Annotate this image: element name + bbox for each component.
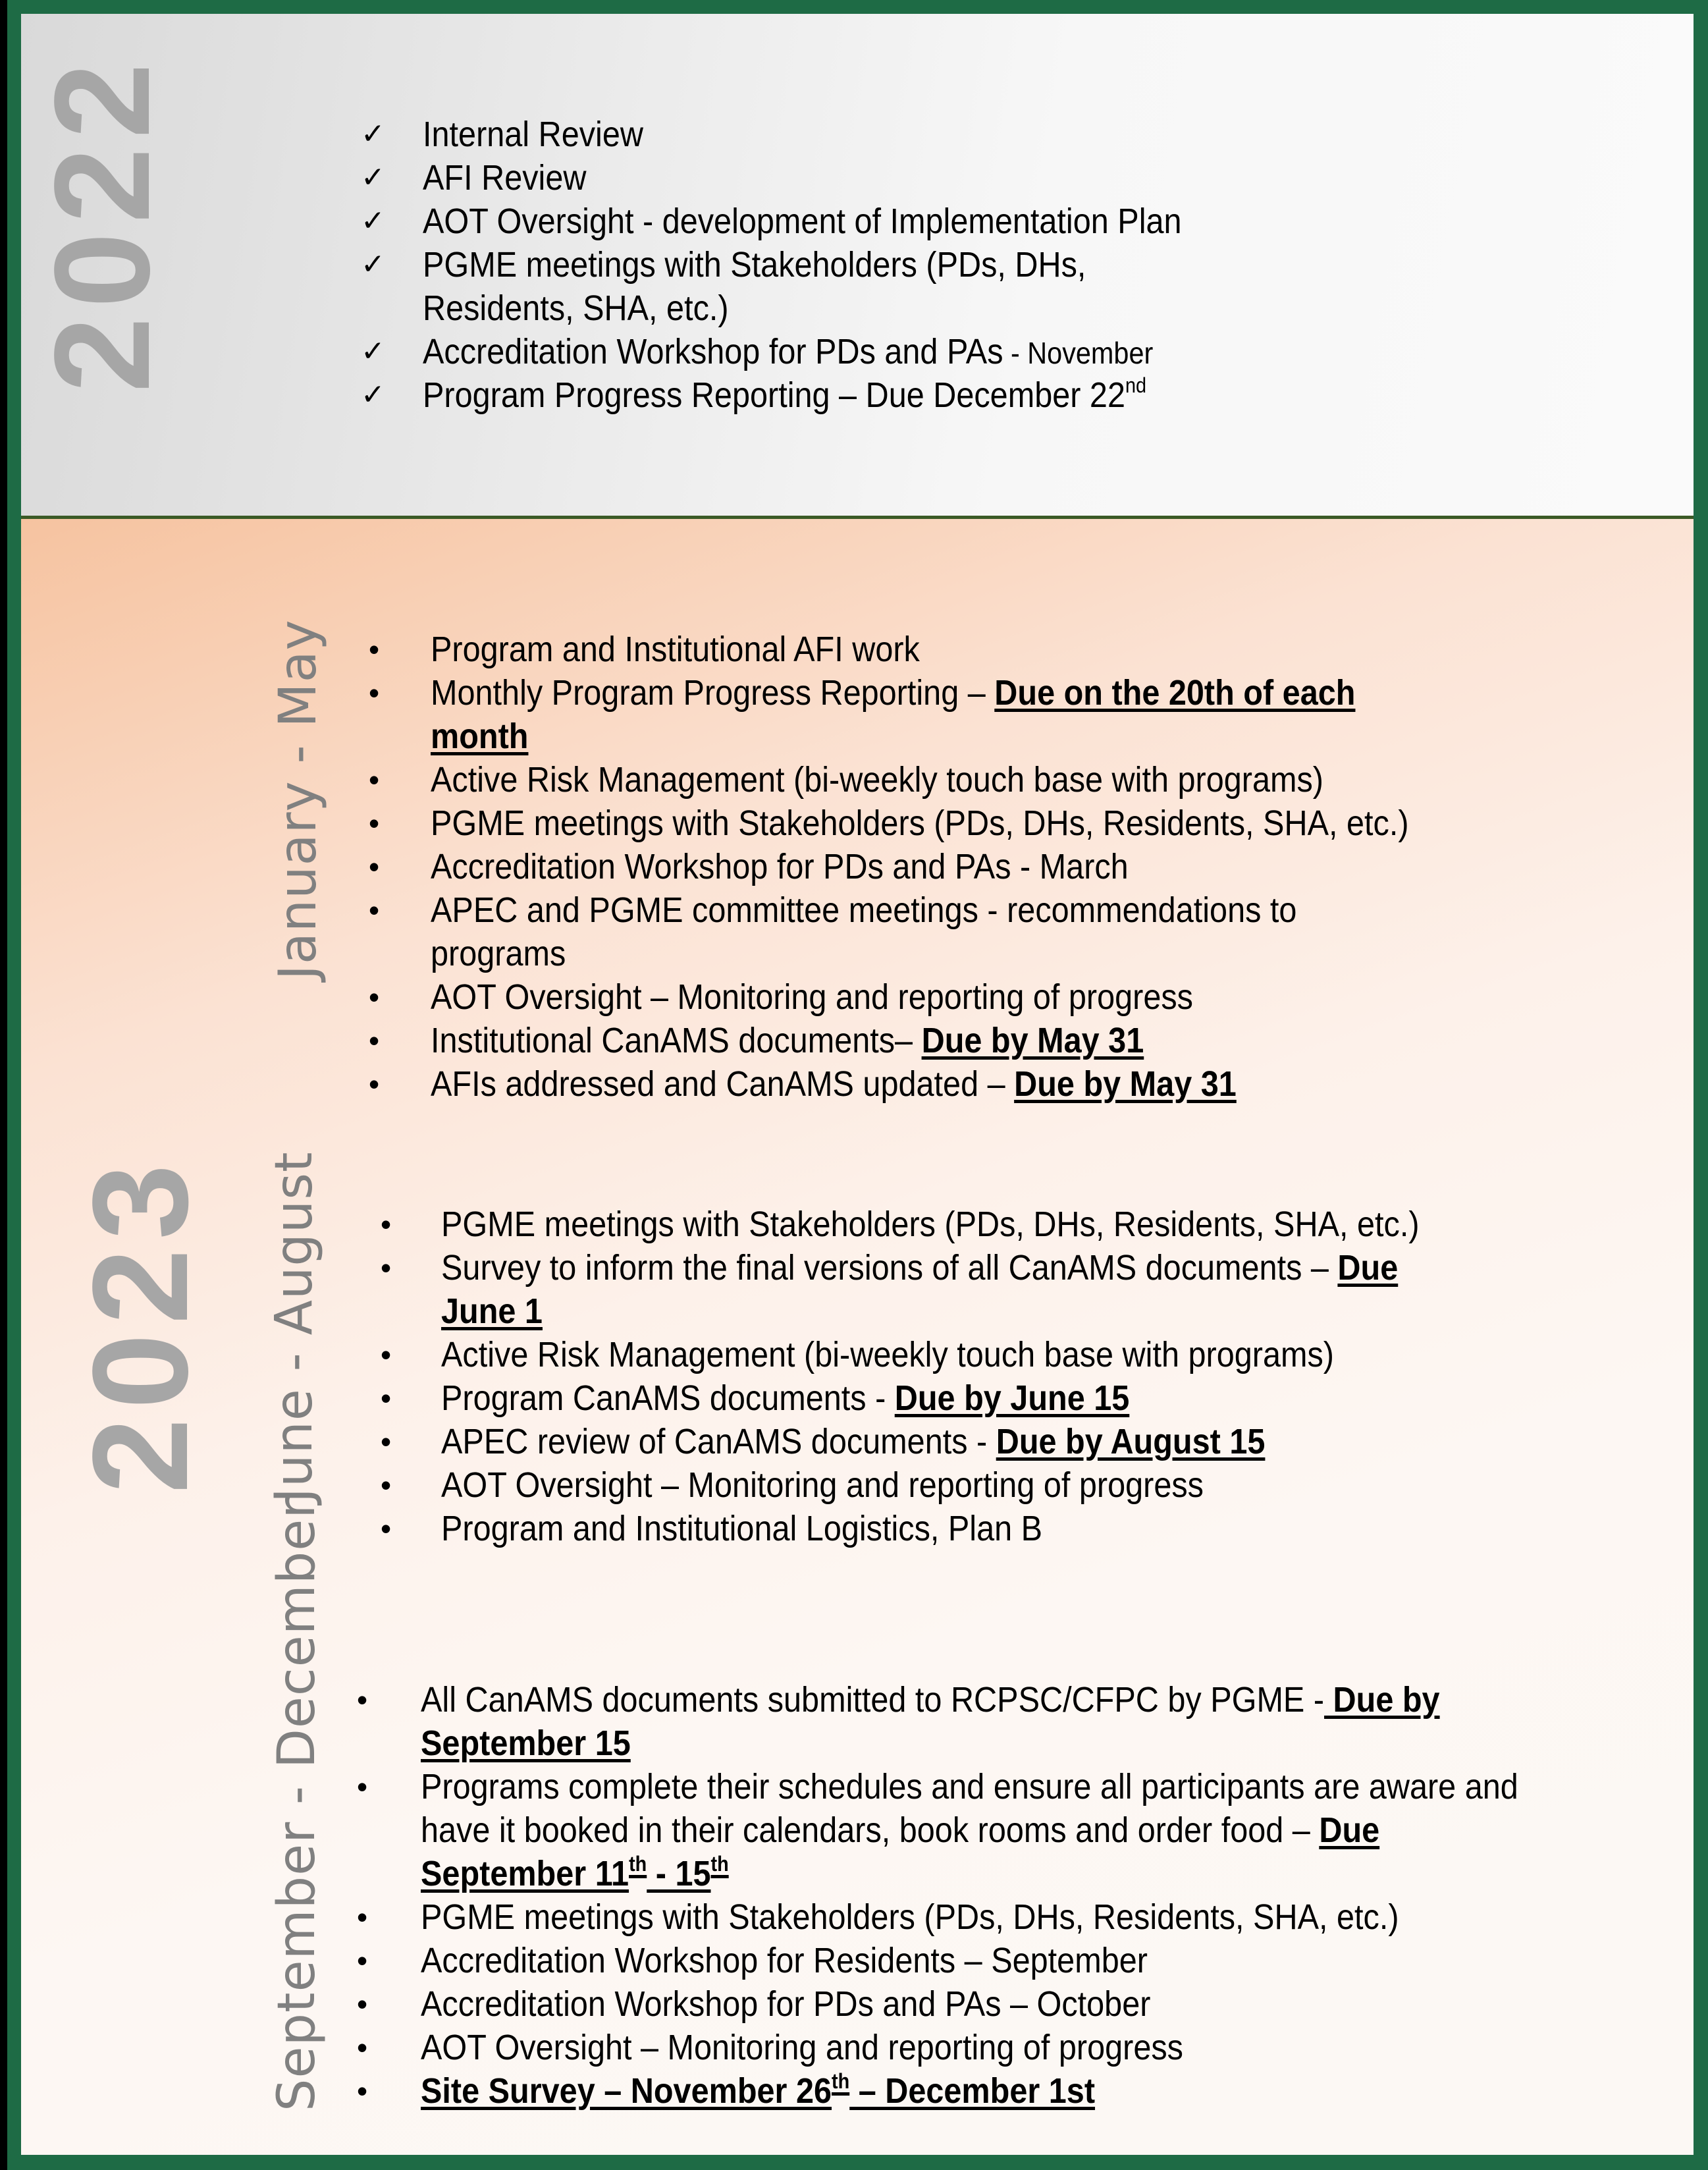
- text-segment: - November: [1003, 336, 1154, 370]
- checkmark-icon: ✓: [361, 117, 385, 151]
- bullet-icon: •: [369, 763, 380, 797]
- list-item-text: [441, 1246, 1398, 1289]
- due-date-emphasis: th: [832, 2069, 850, 2093]
- list-item-text: [421, 1722, 631, 1765]
- text-segment: Program Progress Reporting – Due December 22: [423, 375, 1126, 415]
- text-segment: AFIs addressed and CanAMS updated –: [431, 1064, 1015, 1104]
- list-item-text: [421, 1939, 1148, 1982]
- list-item-text: [441, 1463, 1204, 1507]
- due-date-emphasis: – December 1st: [849, 2071, 1096, 2111]
- list-item-text: [421, 1852, 729, 1895]
- list-item-text: [423, 243, 1086, 286]
- due-date-emphasis: September 15: [421, 1723, 631, 1763]
- text-segment: Residents, SHA, etc.): [423, 288, 729, 328]
- list-item-text: [431, 845, 1129, 888]
- list-item-text: [421, 1895, 1399, 1939]
- text-segment: Programs complete their schedules and ensure all participants are aware and: [421, 1767, 1518, 1806]
- due-date-emphasis: Due by June 15: [894, 1378, 1130, 1418]
- text-segment: nd: [1125, 373, 1147, 397]
- period-label-january-may: January - May: [269, 619, 328, 980]
- list-item-text: [423, 113, 643, 156]
- checkmark-icon: ✓: [361, 161, 385, 194]
- list-item-text: [431, 801, 1409, 845]
- year-label-2023: 2023: [65, 1154, 216, 1494]
- list-item-text: [441, 1507, 1042, 1550]
- section-2022: [21, 14, 1694, 516]
- bullet-icon: •: [369, 1023, 380, 1058]
- bullet-icon: •: [357, 1987, 368, 2021]
- list-item-text: [441, 1203, 1420, 1246]
- list-item-text: [423, 156, 586, 200]
- checkmark-icon: ✓: [361, 335, 385, 368]
- bullet-icon: •: [357, 1900, 368, 1934]
- list-item-text: [431, 671, 1355, 715]
- due-date-emphasis: Due by May 31: [921, 1021, 1144, 1060]
- checkmark-icon: ✓: [361, 378, 385, 412]
- bullet-icon: •: [369, 850, 380, 884]
- text-segment: PGME meetings with Stakeholders (PDs, DHs,: [423, 245, 1086, 285]
- text-segment: programs: [431, 934, 566, 973]
- text-segment: have it booked in their calendars, book rooms and order food –: [421, 1810, 1320, 1850]
- bullet-icon: •: [369, 806, 380, 840]
- text-segment: AOT Oversight – Monitoring and reporting of progress: [431, 977, 1193, 1017]
- text-segment: PGME meetings with Stakeholders (PDs, DHs, Residents, SHA, etc.): [421, 1897, 1399, 1937]
- bullet-icon: •: [369, 676, 380, 710]
- year-label-2022: 2022: [26, 53, 178, 393]
- due-date-emphasis: June 1: [441, 1291, 543, 1331]
- left-edge-strip: [0, 0, 7, 2170]
- due-date-emphasis: - 15: [647, 1854, 711, 1893]
- list-item-text: [431, 932, 566, 975]
- bullet-icon: •: [381, 1251, 392, 1285]
- text-segment: Accreditation Workshop for PDs and PAs: [423, 332, 1003, 371]
- text-segment: AOT Oversight - development of Implementation Plan: [423, 202, 1182, 241]
- list-item-text: [423, 200, 1182, 243]
- list-item-text: [421, 1678, 1440, 1722]
- due-date-emphasis: month: [431, 717, 529, 756]
- list-item-text: [431, 975, 1193, 1019]
- list-item-text: [431, 888, 1296, 932]
- period-label-september-december: September - December: [267, 1496, 327, 2111]
- text-segment: Program and Institutional Logistics, Plan B: [441, 1509, 1043, 1548]
- list-item-text: [431, 715, 528, 758]
- due-date-emphasis: th: [629, 1852, 647, 1876]
- bullet-icon: •: [369, 632, 380, 666]
- list-item-text: [421, 2069, 1095, 2113]
- bullet-icon: •: [369, 893, 380, 927]
- bullet-icon: •: [381, 1511, 392, 1546]
- text-segment: APEC and PGME committee meetings - recommendations to: [431, 890, 1297, 930]
- list-item-text: [421, 2026, 1183, 2069]
- text-segment: All CanAMS documents submitted to RCPSC/CFPC by PGME -: [421, 1680, 1325, 1720]
- bullet-icon: •: [357, 1683, 368, 1717]
- bullet-icon: •: [357, 2074, 368, 2108]
- text-segment: Active Risk Management (bi-weekly touch base with programs): [441, 1335, 1334, 1374]
- text-segment: AOT Oversight – Monitoring and reporting of progress: [441, 1465, 1204, 1505]
- timeline-frame: [21, 14, 1694, 2155]
- due-date-emphasis: Due: [1337, 1248, 1399, 1288]
- text-segment: AOT Oversight – Monitoring and reporting of progress: [421, 2028, 1183, 2067]
- list-item-text: [421, 1808, 1379, 1852]
- list-item-text: [431, 628, 920, 671]
- bullet-icon: •: [357, 2030, 368, 2065]
- text-segment: Accreditation Workshop for PDs and PAs - March: [431, 847, 1129, 886]
- text-segment: Accreditation Workshop for Residents – September: [421, 1941, 1148, 1980]
- due-date-emphasis: Due by: [1324, 1680, 1440, 1720]
- text-segment: Program and Institutional AFI work: [431, 630, 920, 669]
- text-segment: PGME meetings with Stakeholders (PDs, DHs, Residents, SHA, etc.): [441, 1205, 1420, 1244]
- list-item-text: [441, 1420, 1265, 1463]
- list-item-text: [421, 1765, 1518, 1808]
- list-item-text: [431, 1019, 1144, 1062]
- text-segment: Active Risk Management (bi-weekly touch base with programs): [431, 760, 1323, 800]
- bullet-icon: •: [381, 1424, 392, 1459]
- text-segment: Internal Review: [423, 115, 643, 154]
- due-date-emphasis: Due: [1319, 1810, 1380, 1850]
- list-item-text: [423, 373, 1146, 417]
- text-segment: Program CanAMS documents -: [441, 1378, 895, 1418]
- due-date-emphasis: September 11: [421, 1854, 629, 1893]
- list-item-text: [423, 330, 1153, 375]
- checkmark-icon: ✓: [361, 248, 385, 281]
- text-segment: Accreditation Workshop for PDs and PAs – October: [421, 1984, 1151, 2024]
- list-item-text: [441, 1289, 543, 1333]
- list-item-text: [441, 1333, 1334, 1376]
- bullet-icon: •: [381, 1207, 392, 1241]
- list-item-text: [423, 286, 729, 330]
- due-date-emphasis: Due by August 15: [996, 1422, 1266, 1461]
- period-label-june-august: June - August: [265, 1151, 324, 1503]
- text-segment: AFI Review: [423, 158, 587, 198]
- bullet-icon: •: [357, 1943, 368, 1978]
- bullet-icon: •: [357, 1770, 368, 1804]
- text-segment: Institutional CanAMS documents–: [431, 1021, 922, 1060]
- checkmark-icon: ✓: [361, 204, 385, 238]
- bullet-icon: •: [381, 1338, 392, 1372]
- bullet-icon: •: [369, 1067, 380, 1101]
- bullet-icon: •: [369, 980, 380, 1014]
- section-2023: [21, 519, 1694, 2155]
- due-date-emphasis: th: [710, 1852, 729, 1876]
- text-segment: APEC review of CanAMS documents -: [441, 1422, 996, 1461]
- due-date-emphasis: Due by May 31: [1014, 1064, 1237, 1104]
- list-item-text: [441, 1376, 1129, 1420]
- text-segment: Survey to inform the final versions of all CanAMS documents –: [441, 1248, 1338, 1288]
- list-item-text: [431, 1062, 1237, 1106]
- list-item-text: [431, 758, 1323, 801]
- text-segment: PGME meetings with Stakeholders (PDs, DHs, Residents, SHA, etc.): [431, 803, 1409, 843]
- text-segment: Monthly Program Progress Reporting –: [431, 673, 995, 713]
- list-item-text: [421, 1982, 1150, 2026]
- bullet-icon: •: [381, 1381, 392, 1415]
- bullet-icon: •: [381, 1468, 392, 1502]
- due-date-emphasis: Site Survey – November 26: [421, 2071, 832, 2111]
- due-date-emphasis: Due on the 20th of each: [994, 673, 1356, 713]
